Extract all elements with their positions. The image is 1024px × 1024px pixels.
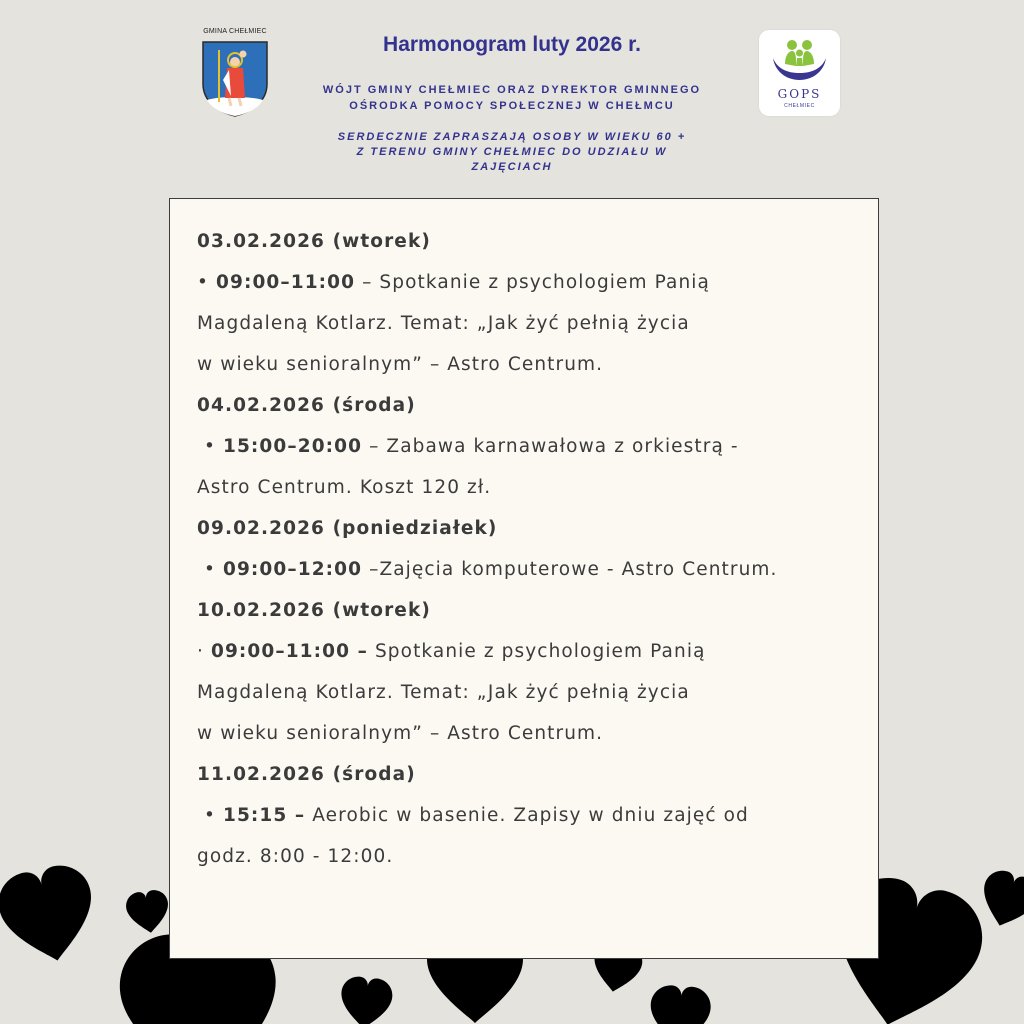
invitation-line: Z TERENU GMINY CHEŁMIEC DO UDZIAŁU W [356,146,668,158]
event-line [197,639,857,680]
event-line: Magdaleną Kotlarz. Temat: „Jak żyć pełnią życia [197,313,690,334]
invitation-text [300,130,724,175]
schedule-card [169,198,879,959]
event-time: 09:00–11:00 [216,272,356,293]
schedule-day [197,393,857,516]
event-line [197,557,857,598]
hands-family-icon [771,36,828,84]
event-line: Magdaleną Kotlarz. Temat: „Jak żyć pełnią życia [197,682,690,703]
event-text: Aerobic w basenie. Zapisy w dniu zajęć od [305,805,749,826]
bullet: · [197,641,211,662]
event-time: 15:00–20:00 [222,436,363,457]
heart-icon [338,975,394,1024]
bullet: • [197,436,223,457]
event-line: w wieku senioralnym” – Astro Centrum. [197,354,604,375]
event-time: 09:00–12:00 [222,559,363,580]
event-line: w wieku senioralnym” – Astro Centrum. [197,723,604,744]
crest-label: GMINA CHEŁMIEC [203,28,267,35]
event-text: – Zabawa karnawałowa z orkiestrą - [362,436,739,457]
schedule-date: 04.02.2026 (środa) [197,395,416,416]
schedule-date: 11.02.2026 (środa) [197,764,416,785]
schedule-day [197,516,857,598]
event-text: – Spotkanie z psychologiem Panią [355,272,710,293]
organizers-line: OŚRODKA POMOCY SPOŁECZNEJ W CHEŁMCU [349,100,675,112]
organizers-text [270,82,754,114]
bullet: • [197,272,216,293]
invitation-line: ZAJĘCIACH [471,161,553,173]
event-line: godz. 8:00 - 12:00. [197,846,394,867]
event-line: Astro Centrum. Koszt 120 zł. [197,477,492,498]
heart-icon [0,860,103,970]
gops-name: GOPS [777,87,822,101]
event-text: –Zajęcia komputerowe - Astro Centrum. [362,559,778,580]
bullet: • [197,559,223,580]
event-text: Spotkanie z psychologiem Panią [367,641,706,662]
event-time: 15:15 – [222,805,306,826]
heart-icon [124,888,171,935]
page-title: Harmonogram luty 2026 r. [383,33,641,56]
heart-icon [974,866,1024,934]
gops-subtitle: CHEŁMIEC [784,103,815,109]
schedule-date: 03.02.2026 (wtorek) [197,231,431,252]
coat-of-arms-icon [201,40,269,118]
invitation-line: SERDECZNIE ZAPRASZAJĄ OSOBY W WIEKU 60 + [337,131,687,143]
gmina-chelmiec-crest [198,28,272,120]
event-line [197,270,857,311]
event-line [197,434,857,475]
schedule-day [197,229,857,393]
schedule-day [197,598,857,762]
heart-icon [648,984,712,1024]
schedule-day [197,762,857,885]
schedule-date: 09.02.2026 (poniedziałek) [197,518,498,539]
event-time: 09:00–11:00 – [210,641,368,662]
organizers-line: WÓJT GMINY CHEŁMIEC ORAZ DYREKTOR GMINNEGO [322,84,702,96]
bullet: • [197,805,223,826]
gops-logo [759,30,840,116]
event-line [197,803,857,844]
schedule-date: 10.02.2026 (wtorek) [197,600,431,621]
